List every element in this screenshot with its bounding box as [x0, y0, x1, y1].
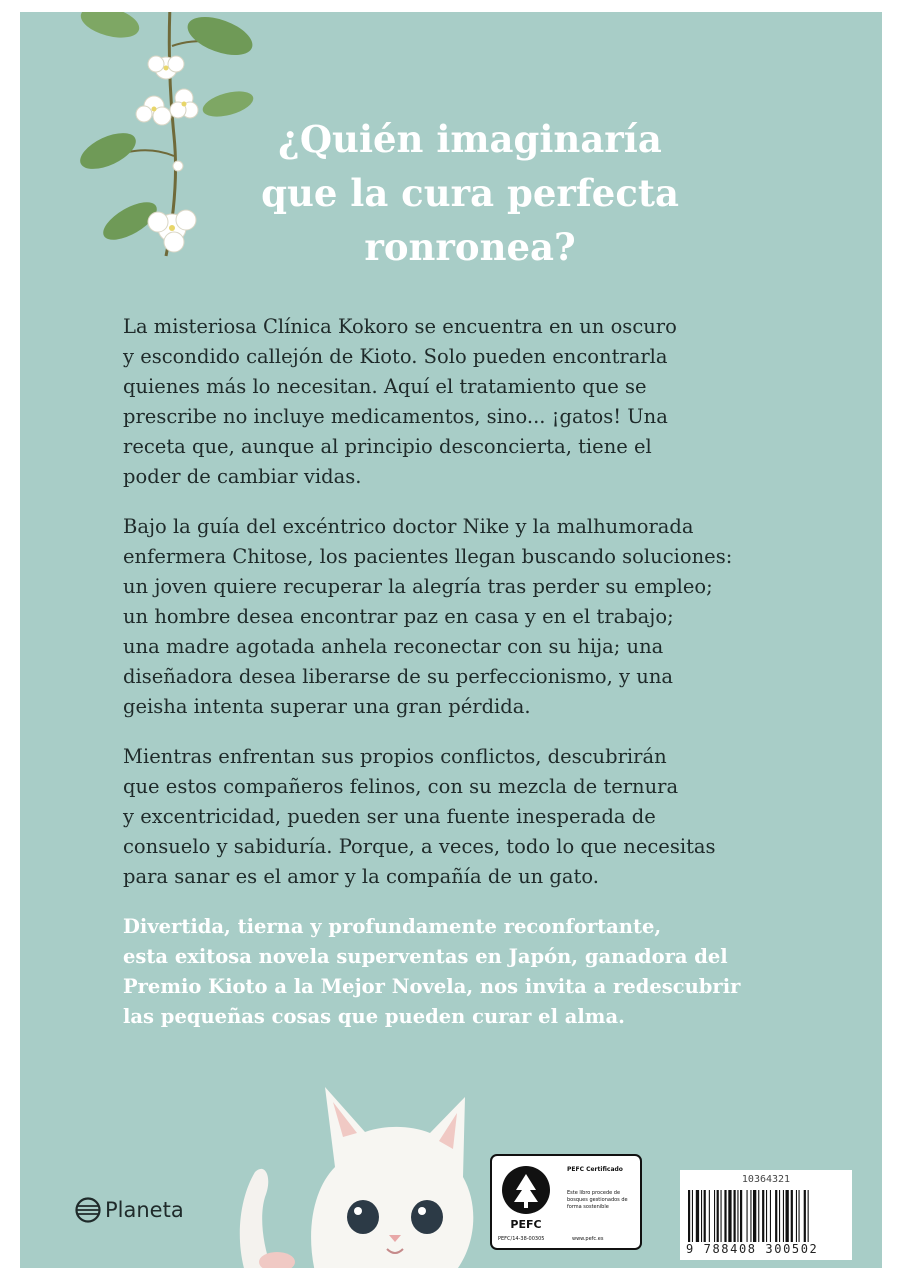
book-back-cover — [20, 12, 882, 1268]
publisher-name: Planeta — [105, 1198, 184, 1222]
synopsis — [123, 312, 803, 1052]
text-line: Mientras enfrentan sus propios conflictos, descubrirán — [123, 745, 667, 768]
barcode-bar — [747, 1190, 748, 1242]
text-line: un hombre desea encontrar paz en casa y en el trabajo; — [123, 605, 674, 628]
barcode-bar — [750, 1190, 751, 1242]
synopsis-paragraph-2 — [123, 512, 803, 722]
barcode-bar — [740, 1190, 742, 1242]
barcode-bar — [783, 1190, 784, 1242]
barcode-bar — [791, 1190, 793, 1242]
barcode-bar — [799, 1190, 800, 1242]
barcode-bar — [724, 1190, 726, 1242]
barcode-bar — [701, 1190, 702, 1242]
barcode-bar — [717, 1190, 719, 1242]
text-line: esta exitosa novela superventas en Japón, ganadora del — [123, 945, 728, 968]
headline-line-3: ronronea? — [364, 225, 576, 269]
barcode-bar — [804, 1190, 806, 1242]
barcode-bar — [714, 1190, 715, 1242]
barcode-bar — [696, 1190, 699, 1242]
synopsis-paragraph-1 — [123, 312, 803, 492]
white-kitten-illustration — [225, 1067, 515, 1268]
barcode-bar — [762, 1190, 764, 1242]
barcode-bar — [734, 1190, 736, 1242]
text-line: diseñadora desea liberarse de su perfeccionismo, y una — [123, 665, 674, 688]
headline — [200, 112, 740, 274]
planeta-globe-icon — [75, 1197, 101, 1223]
barcode-bar — [704, 1190, 706, 1242]
barcode-bar — [688, 1190, 690, 1242]
text-line: poder de cambiar vidas. — [123, 465, 362, 488]
headline-line-1: ¿Quién imaginaría — [278, 117, 662, 161]
pefc-brand: PEFC — [510, 1218, 542, 1231]
barcode-bar — [796, 1190, 797, 1242]
pefc-code: PEFC/14-38-00305 — [498, 1236, 545, 1242]
barcode-bar — [779, 1190, 780, 1242]
barcode-bar — [808, 1190, 809, 1242]
text-line: Premio Kioto a la Mejor Novela, nos invita a redescubrir — [123, 975, 741, 998]
text-line: las pequeñas cosas que pueden curar el alma. — [123, 1005, 625, 1028]
barcode-bar — [721, 1190, 722, 1242]
pefc-certification — [490, 1154, 642, 1250]
text-line: y excentricidad, pueden ser una fuente inesperada de — [123, 805, 656, 828]
text-line: una madre agotada anhela reconectar con su hija; una — [123, 635, 664, 658]
text-line: quienes más lo necesitan. Aquí el tratamiento que se — [123, 375, 647, 398]
highlight-paragraph — [123, 912, 803, 1032]
pefc-certified-label: PEFC Certificado — [567, 1166, 623, 1173]
barcode-digits: 9 788408 300502 — [686, 1242, 819, 1256]
barcode-bar — [692, 1190, 693, 1242]
text-line: La misteriosa Clínica Kokoro se encuentra en un oscuro — [123, 315, 677, 338]
barcode-bar — [766, 1190, 767, 1242]
barcode-bars — [688, 1190, 844, 1242]
barcode-bar — [786, 1190, 789, 1242]
text-line: un joven quiere recuperar la alegría tras perder su empleo; — [123, 575, 713, 598]
text-line: receta que, aunque al principio desconcierta, tiene el — [123, 435, 652, 458]
synopsis-paragraph-3 — [123, 742, 803, 892]
text-line: prescribe no incluye medicamentos, sino... ¡gatos! Una — [123, 405, 668, 428]
barcode-reference: 10364321 — [741, 1174, 791, 1185]
barcode-bar — [770, 1190, 771, 1242]
headline-line-2: que la cura perfecta — [261, 171, 679, 215]
publisher-logo — [75, 1197, 184, 1223]
text-line: y escondido callejón de Kioto. Solo pueden encontrarla — [123, 345, 668, 368]
barcode-bar — [709, 1190, 710, 1242]
barcode-bar — [775, 1190, 777, 1242]
barcode-bar — [728, 1190, 731, 1242]
text-line: Bajo la guía del excéntrico doctor Nike y la malhumorada — [123, 515, 694, 538]
text-line: enfermera Chitose, los pacientes llegan buscando soluciones: — [123, 545, 733, 568]
barcode-bar — [758, 1190, 759, 1242]
pefc-description: Este libro procede de bosques gestionados de forma sostenible — [567, 1190, 628, 1210]
barcode-bar — [753, 1190, 756, 1242]
pefc-url: www.pefc.es — [572, 1236, 604, 1242]
text-line: consuelo y sabiduría. Porque, a veces, todo lo que necesitas — [123, 835, 716, 858]
text-line: que estos compañeros felinos, con su mezcla de ternura — [123, 775, 679, 798]
barcode-bar — [737, 1190, 738, 1242]
text-line: Divertida, tierna y profundamente reconfortante, — [123, 915, 662, 938]
text-line: geisha intenta superar una gran pérdida. — [123, 695, 531, 718]
text-line: para sanar es el amor y la compañía de un gato. — [123, 865, 599, 888]
pefc-tree-icon — [500, 1164, 552, 1216]
isbn-barcode — [680, 1170, 852, 1260]
